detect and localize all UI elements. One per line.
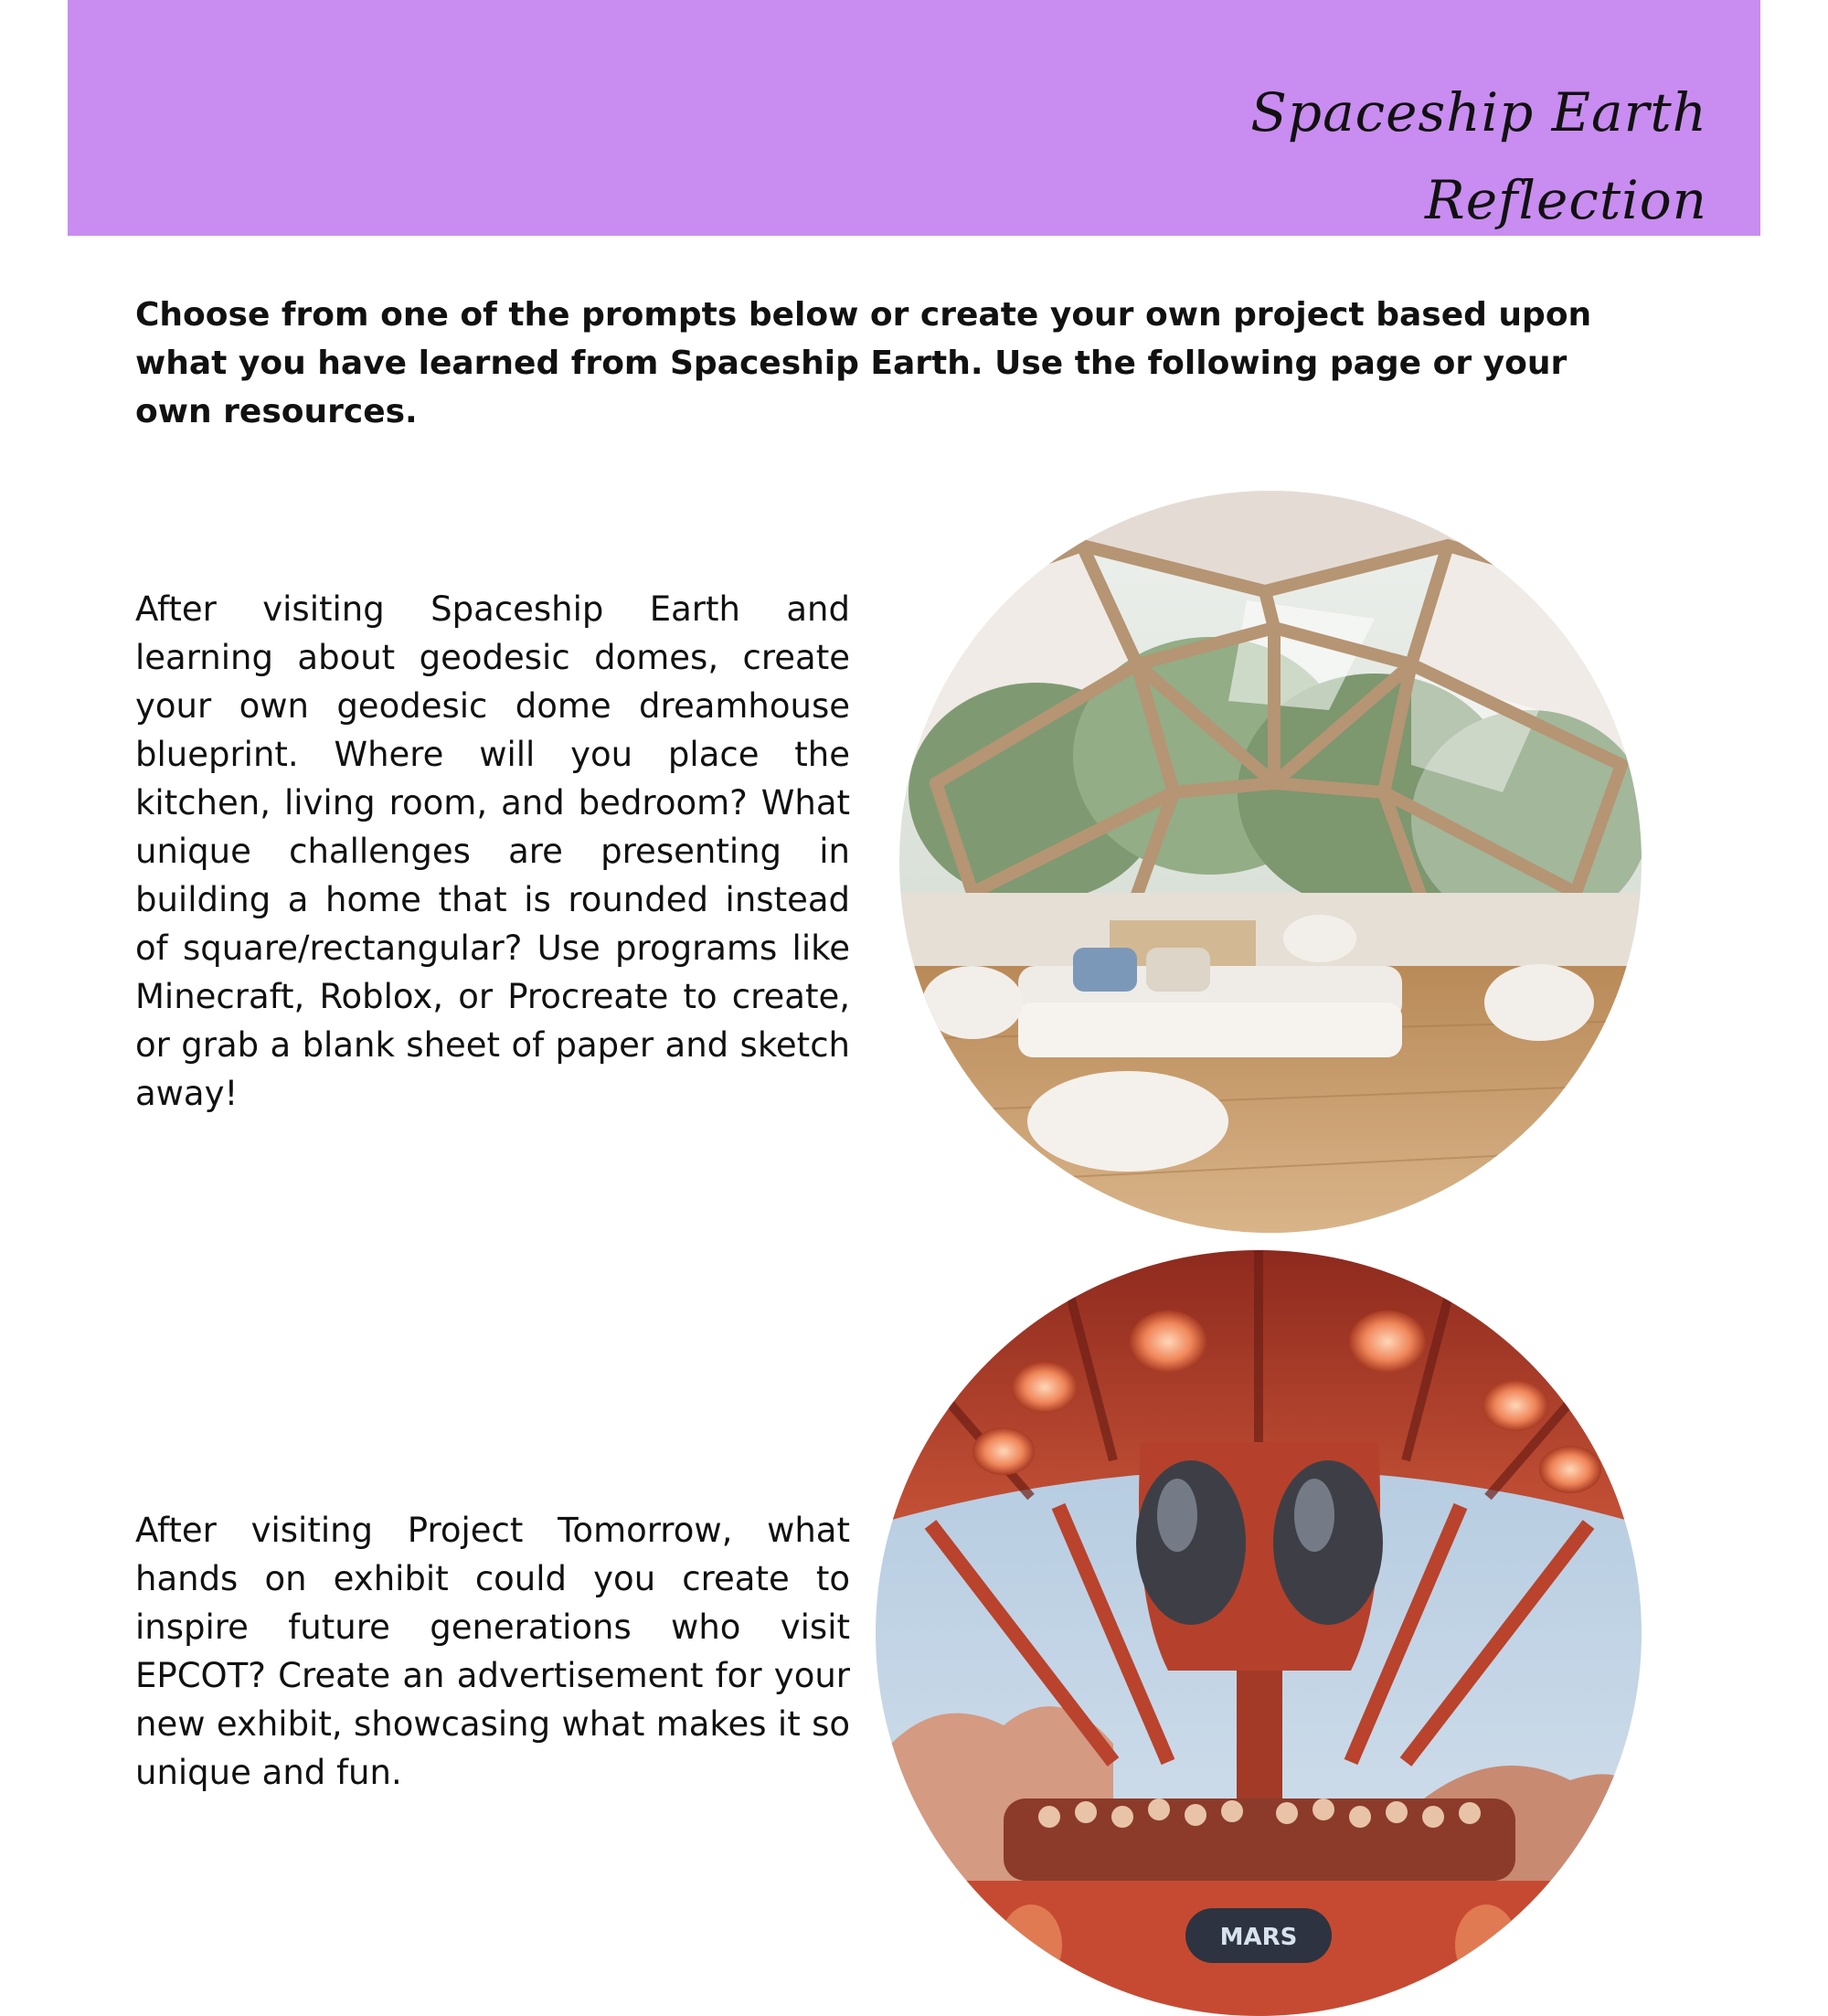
mars-sign-text: MARS [1219, 1924, 1298, 1951]
prompt-geodesic-dome-text: After visiting Spaceship Earth and learning about geodesic domes, create your own geodesic dome dreamhouse blueprint. Where will you place the kitchen, living room, and bedroom? What unique challenges are presenting in building a home that is rounded instead of square/rectangular? Use programs like Minecraft, Roblox, or Procreate to create, or grab a blank sheet of paper and sketch away! [135, 589, 850, 1113]
prompt-project-tomorrow-text: After visiting Project Tomorrow, what hands on exhibit could you create to inspire future generations who visit EPCOT? Create an advertisement for your new exhibit, showcasing what makes it so unique and fun. [135, 1511, 850, 1792]
geodesic-dome-photo [899, 491, 1642, 1233]
page-title-line-2: Reflection [1425, 169, 1707, 231]
intro-instructions: Choose from one of the prompts below or create your own project based upon what you have learned from Spaceship Earth. Use the following page or your own resources. [135, 296, 1592, 430]
mars-ride-photo [876, 1250, 1642, 2016]
page-title-line-1: Spaceship Earth [1250, 81, 1707, 143]
